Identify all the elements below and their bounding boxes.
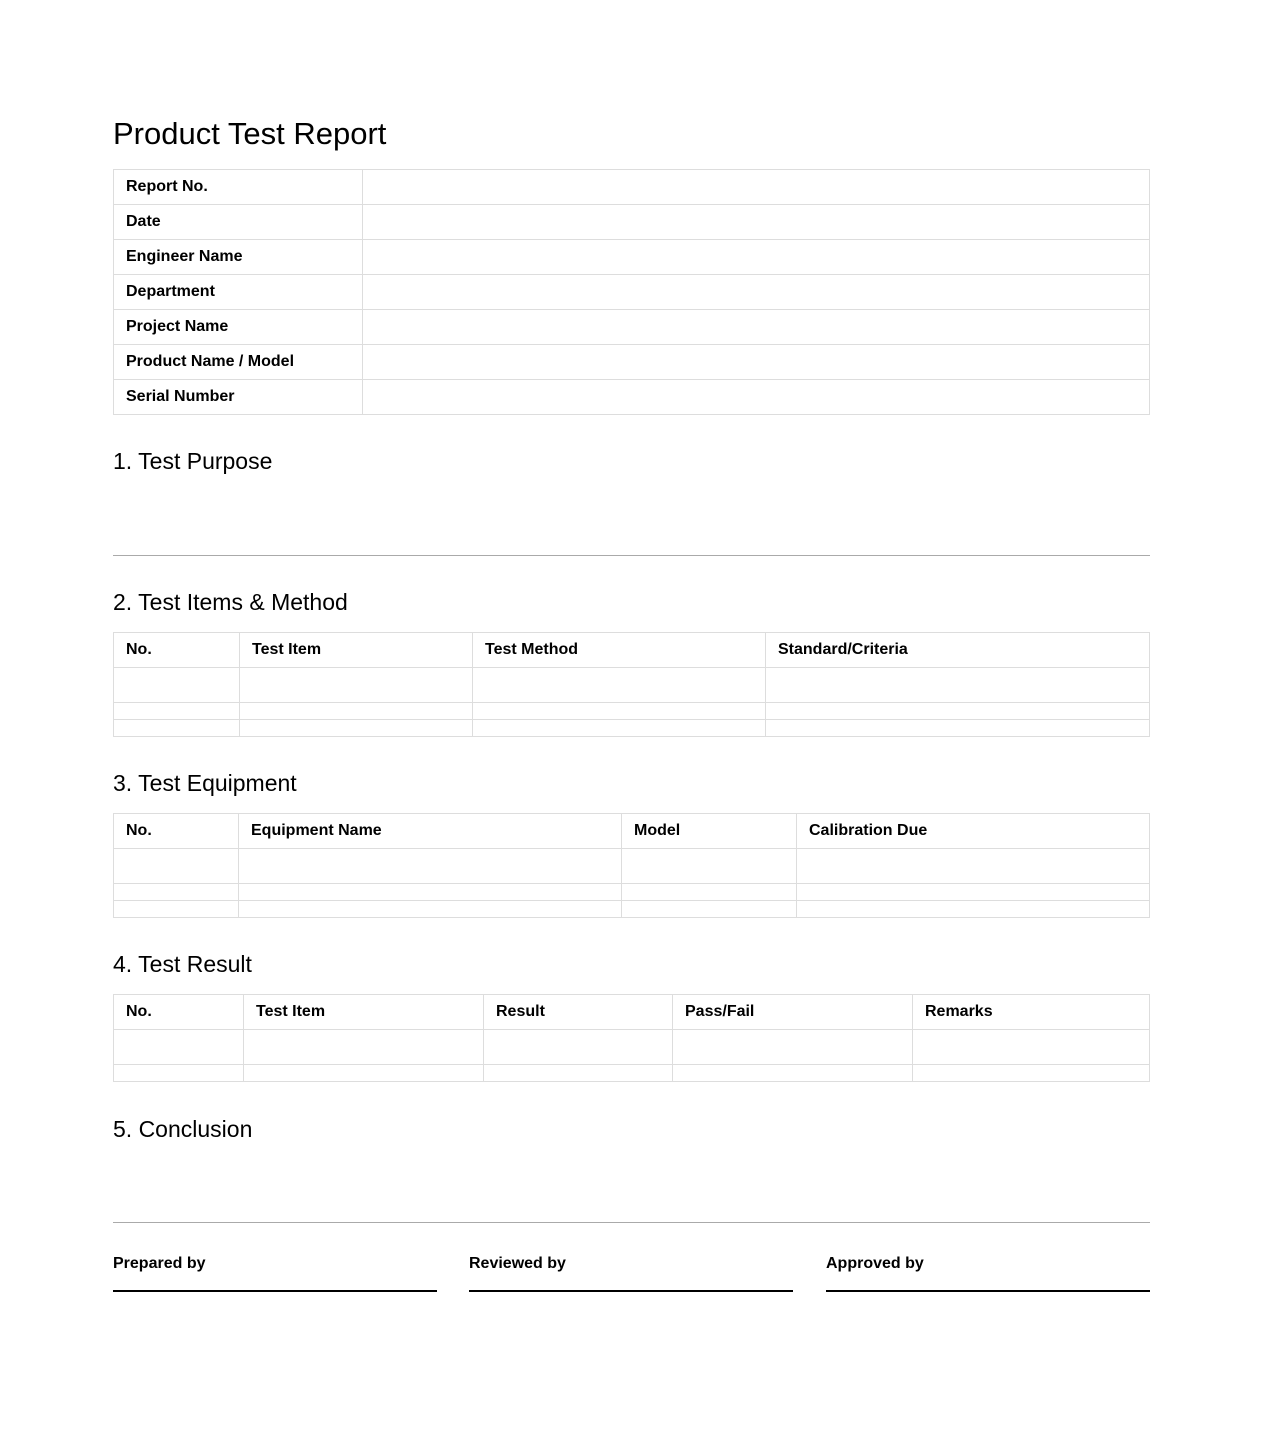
- table-cell[interactable]: [797, 901, 1150, 918]
- table-cell[interactable]: [622, 884, 797, 901]
- conclusion-content[interactable]: [113, 1148, 1150, 1218]
- info-label: Department: [114, 275, 363, 310]
- column-header: No.: [114, 995, 244, 1030]
- table-cell[interactable]: [114, 884, 239, 901]
- table-cell[interactable]: [244, 1030, 484, 1065]
- column-header: Model: [622, 814, 797, 849]
- table-row: [114, 849, 1150, 884]
- test-equipment-table: [113, 813, 1150, 918]
- info-row-engineer-name: [114, 240, 1150, 275]
- table-cell[interactable]: [766, 703, 1150, 720]
- column-header: Test Item: [244, 995, 484, 1030]
- info-table: [113, 169, 1150, 415]
- table-cell[interactable]: [240, 668, 473, 703]
- info-label: Date: [114, 205, 363, 240]
- info-row-date: [114, 205, 1150, 240]
- section-heading-conclusion: 5. Conclusion: [113, 1116, 253, 1142]
- section-heading-test-result: 4. Test Result: [113, 951, 252, 977]
- info-label: Report No.: [114, 170, 363, 205]
- page-title: Product Test Report: [113, 116, 387, 151]
- signature-reviewed-by: [469, 1254, 793, 1292]
- table-cell[interactable]: [244, 1065, 484, 1082]
- test-result-table: [113, 994, 1150, 1082]
- table-cell[interactable]: [766, 668, 1150, 703]
- info-value-field[interactable]: [363, 205, 1150, 240]
- column-header: Remarks: [913, 995, 1150, 1030]
- table-cell[interactable]: [473, 720, 766, 737]
- signature-line[interactable]: [826, 1290, 1150, 1292]
- table-cell[interactable]: [240, 720, 473, 737]
- table-cell[interactable]: [473, 703, 766, 720]
- table-row: [114, 1030, 1150, 1065]
- info-row-product-name-model: [114, 345, 1150, 380]
- column-header: Calibration Due: [797, 814, 1150, 849]
- table-cell[interactable]: [114, 901, 239, 918]
- section-heading-test-items: 2. Test Items & Method: [113, 589, 348, 615]
- table-row: [114, 884, 1150, 901]
- table-cell[interactable]: [797, 849, 1150, 884]
- table-cell[interactable]: [114, 1030, 244, 1065]
- table-cell[interactable]: [239, 901, 622, 918]
- table-cell[interactable]: [473, 668, 766, 703]
- table-cell[interactable]: [622, 901, 797, 918]
- table-header-row: [114, 814, 1150, 849]
- table-row: [114, 668, 1150, 703]
- table-header-row: [114, 633, 1150, 668]
- info-label: Serial Number: [114, 380, 363, 415]
- table-cell[interactable]: [240, 703, 473, 720]
- table-cell[interactable]: [913, 1065, 1150, 1082]
- table-cell[interactable]: [114, 849, 239, 884]
- info-value-field[interactable]: [363, 240, 1150, 275]
- info-row-serial-number: [114, 380, 1150, 415]
- table-cell[interactable]: [766, 720, 1150, 737]
- column-header: No.: [114, 814, 239, 849]
- info-row-project-name: [114, 310, 1150, 345]
- signature-label: Approved by: [826, 1255, 924, 1272]
- table-row: [114, 1065, 1150, 1082]
- column-header: Test Item: [240, 633, 473, 668]
- table-cell[interactable]: [673, 1030, 913, 1065]
- info-value-field[interactable]: [363, 380, 1150, 415]
- signature-line[interactable]: [113, 1290, 437, 1292]
- table-row: [114, 901, 1150, 918]
- table-row: [114, 703, 1150, 720]
- info-value-field[interactable]: [363, 170, 1150, 205]
- table-header-row: [114, 995, 1150, 1030]
- signature-label: Prepared by: [113, 1255, 206, 1272]
- divider: [113, 1222, 1150, 1223]
- info-value-field[interactable]: [363, 275, 1150, 310]
- section-heading-test-purpose: 1. Test Purpose: [113, 448, 273, 474]
- column-header: Test Method: [473, 633, 766, 668]
- table-cell[interactable]: [484, 1065, 673, 1082]
- signature-prepared-by: [113, 1254, 437, 1292]
- column-header: No.: [114, 633, 240, 668]
- info-row-report-no: [114, 170, 1150, 205]
- table-row: [114, 720, 1150, 737]
- table-cell[interactable]: [114, 720, 240, 737]
- section-heading-test-equipment: 3. Test Equipment: [113, 770, 297, 796]
- column-header: Pass/Fail: [673, 995, 913, 1030]
- table-cell[interactable]: [913, 1030, 1150, 1065]
- signature-label: Reviewed by: [469, 1255, 566, 1272]
- column-header: Result: [484, 995, 673, 1030]
- table-cell[interactable]: [114, 703, 240, 720]
- info-label: Engineer Name: [114, 240, 363, 275]
- info-label: Project Name: [114, 310, 363, 345]
- info-value-field[interactable]: [363, 345, 1150, 380]
- table-cell[interactable]: [484, 1030, 673, 1065]
- column-header: Equipment Name: [239, 814, 622, 849]
- table-cell[interactable]: [622, 849, 797, 884]
- divider: [113, 555, 1150, 556]
- table-cell[interactable]: [114, 668, 240, 703]
- test-purpose-content[interactable]: [113, 480, 1150, 550]
- test-items-table: [113, 632, 1150, 737]
- info-label: Product Name / Model: [114, 345, 363, 380]
- signature-approved-by: [826, 1254, 1150, 1292]
- table-cell[interactable]: [239, 884, 622, 901]
- table-cell[interactable]: [239, 849, 622, 884]
- column-header: Standard/Criteria: [766, 633, 1150, 668]
- table-cell[interactable]: [797, 884, 1150, 901]
- info-row-department: [114, 275, 1150, 310]
- table-cell[interactable]: [673, 1065, 913, 1082]
- info-value-field[interactable]: [363, 310, 1150, 345]
- signature-line[interactable]: [469, 1290, 793, 1292]
- table-cell[interactable]: [114, 1065, 244, 1082]
